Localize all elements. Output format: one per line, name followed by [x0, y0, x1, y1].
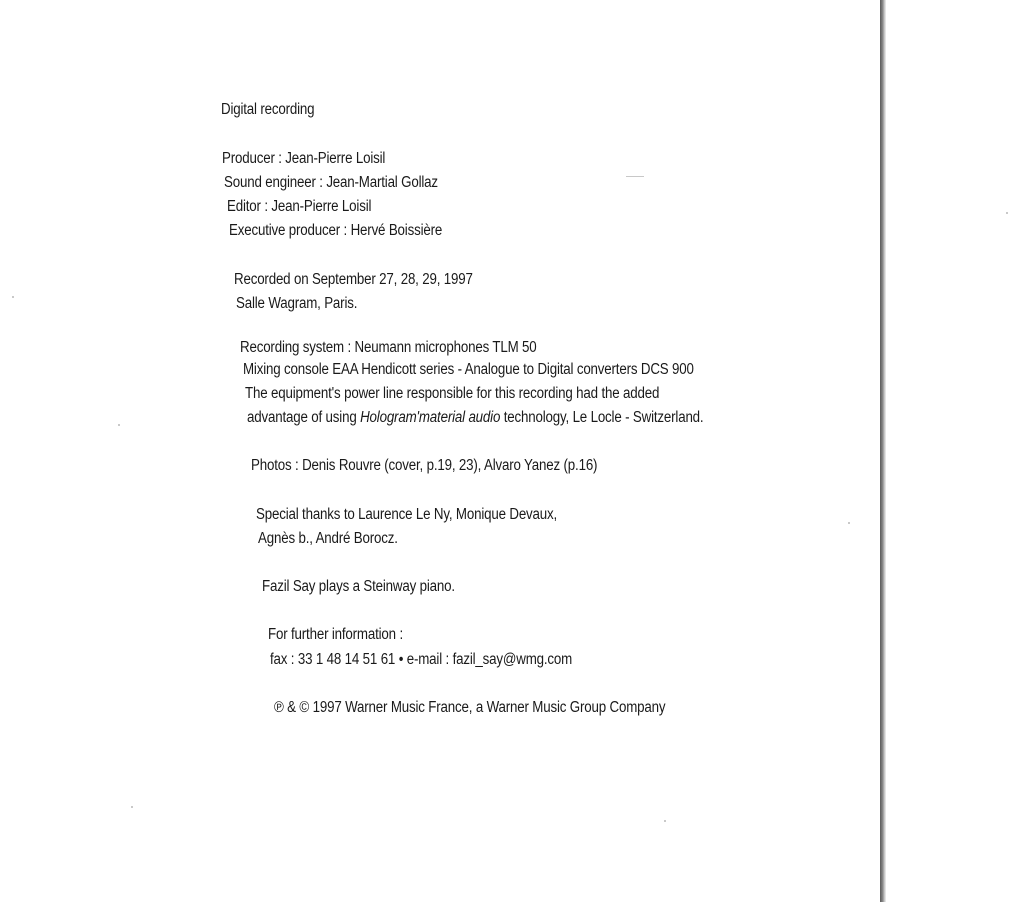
- equipment-note: The equipment's power line responsible for this recording had the added: [245, 385, 660, 402]
- piano-note: Fazil Say plays a Steinway piano.: [262, 578, 455, 595]
- speck: [1006, 212, 1008, 214]
- special-thanks-continued: Agnès b., André Borocz.: [258, 530, 398, 547]
- mixing-console: Mixing console EAA Hendicott series - Analogue to Digital converters DCS 900: [243, 361, 694, 378]
- speck: [848, 522, 850, 524]
- digital-recording-label: Digital recording: [221, 101, 315, 118]
- technology-note-suffix: technology, Le Locle - Switzerland.: [500, 409, 704, 426]
- recording-venue: Salle Wagram, Paris.: [236, 295, 358, 312]
- speck: [118, 424, 120, 426]
- recording-system: Recording system : Neumann microphones TLM 50: [240, 339, 537, 356]
- stray-mark: [626, 176, 644, 177]
- executive-producer-credit: Executive producer : Hervé Boissière: [229, 222, 443, 239]
- technology-note-brand: Hologram'material audio: [360, 409, 501, 426]
- speck: [664, 820, 666, 822]
- technology-note: [247, 408, 703, 428]
- info-label: For further information :: [268, 626, 403, 643]
- speck: [12, 296, 14, 298]
- contact-line: fax : 33 1 48 14 51 61 • e-mail : fazil_say@wmg.com: [270, 651, 573, 668]
- recording-dates: Recorded on September 27, 28, 29, 1997: [234, 271, 473, 288]
- technology-note-prefix: advantage of using: [247, 409, 361, 426]
- photo-credits: Photos : Denis Rouvre (cover, p.19, 23), Alvaro Yanez (p.16): [251, 457, 598, 474]
- special-thanks: Special thanks to Laurence Le Ny, Monique Devaux,: [256, 506, 558, 523]
- copyright-notice: ℗ & © 1997 Warner Music France, a Warner Music Group Company: [274, 699, 666, 716]
- sound-engineer-credit: Sound engineer : Jean-Martial Gollaz: [224, 174, 438, 191]
- speck: [131, 806, 133, 808]
- facing-page-edge: [886, 0, 1024, 902]
- editor-credit: Editor : Jean-Pierre Loisil: [227, 198, 372, 215]
- producer-credit: Producer : Jean-Pierre Loisil: [222, 150, 386, 167]
